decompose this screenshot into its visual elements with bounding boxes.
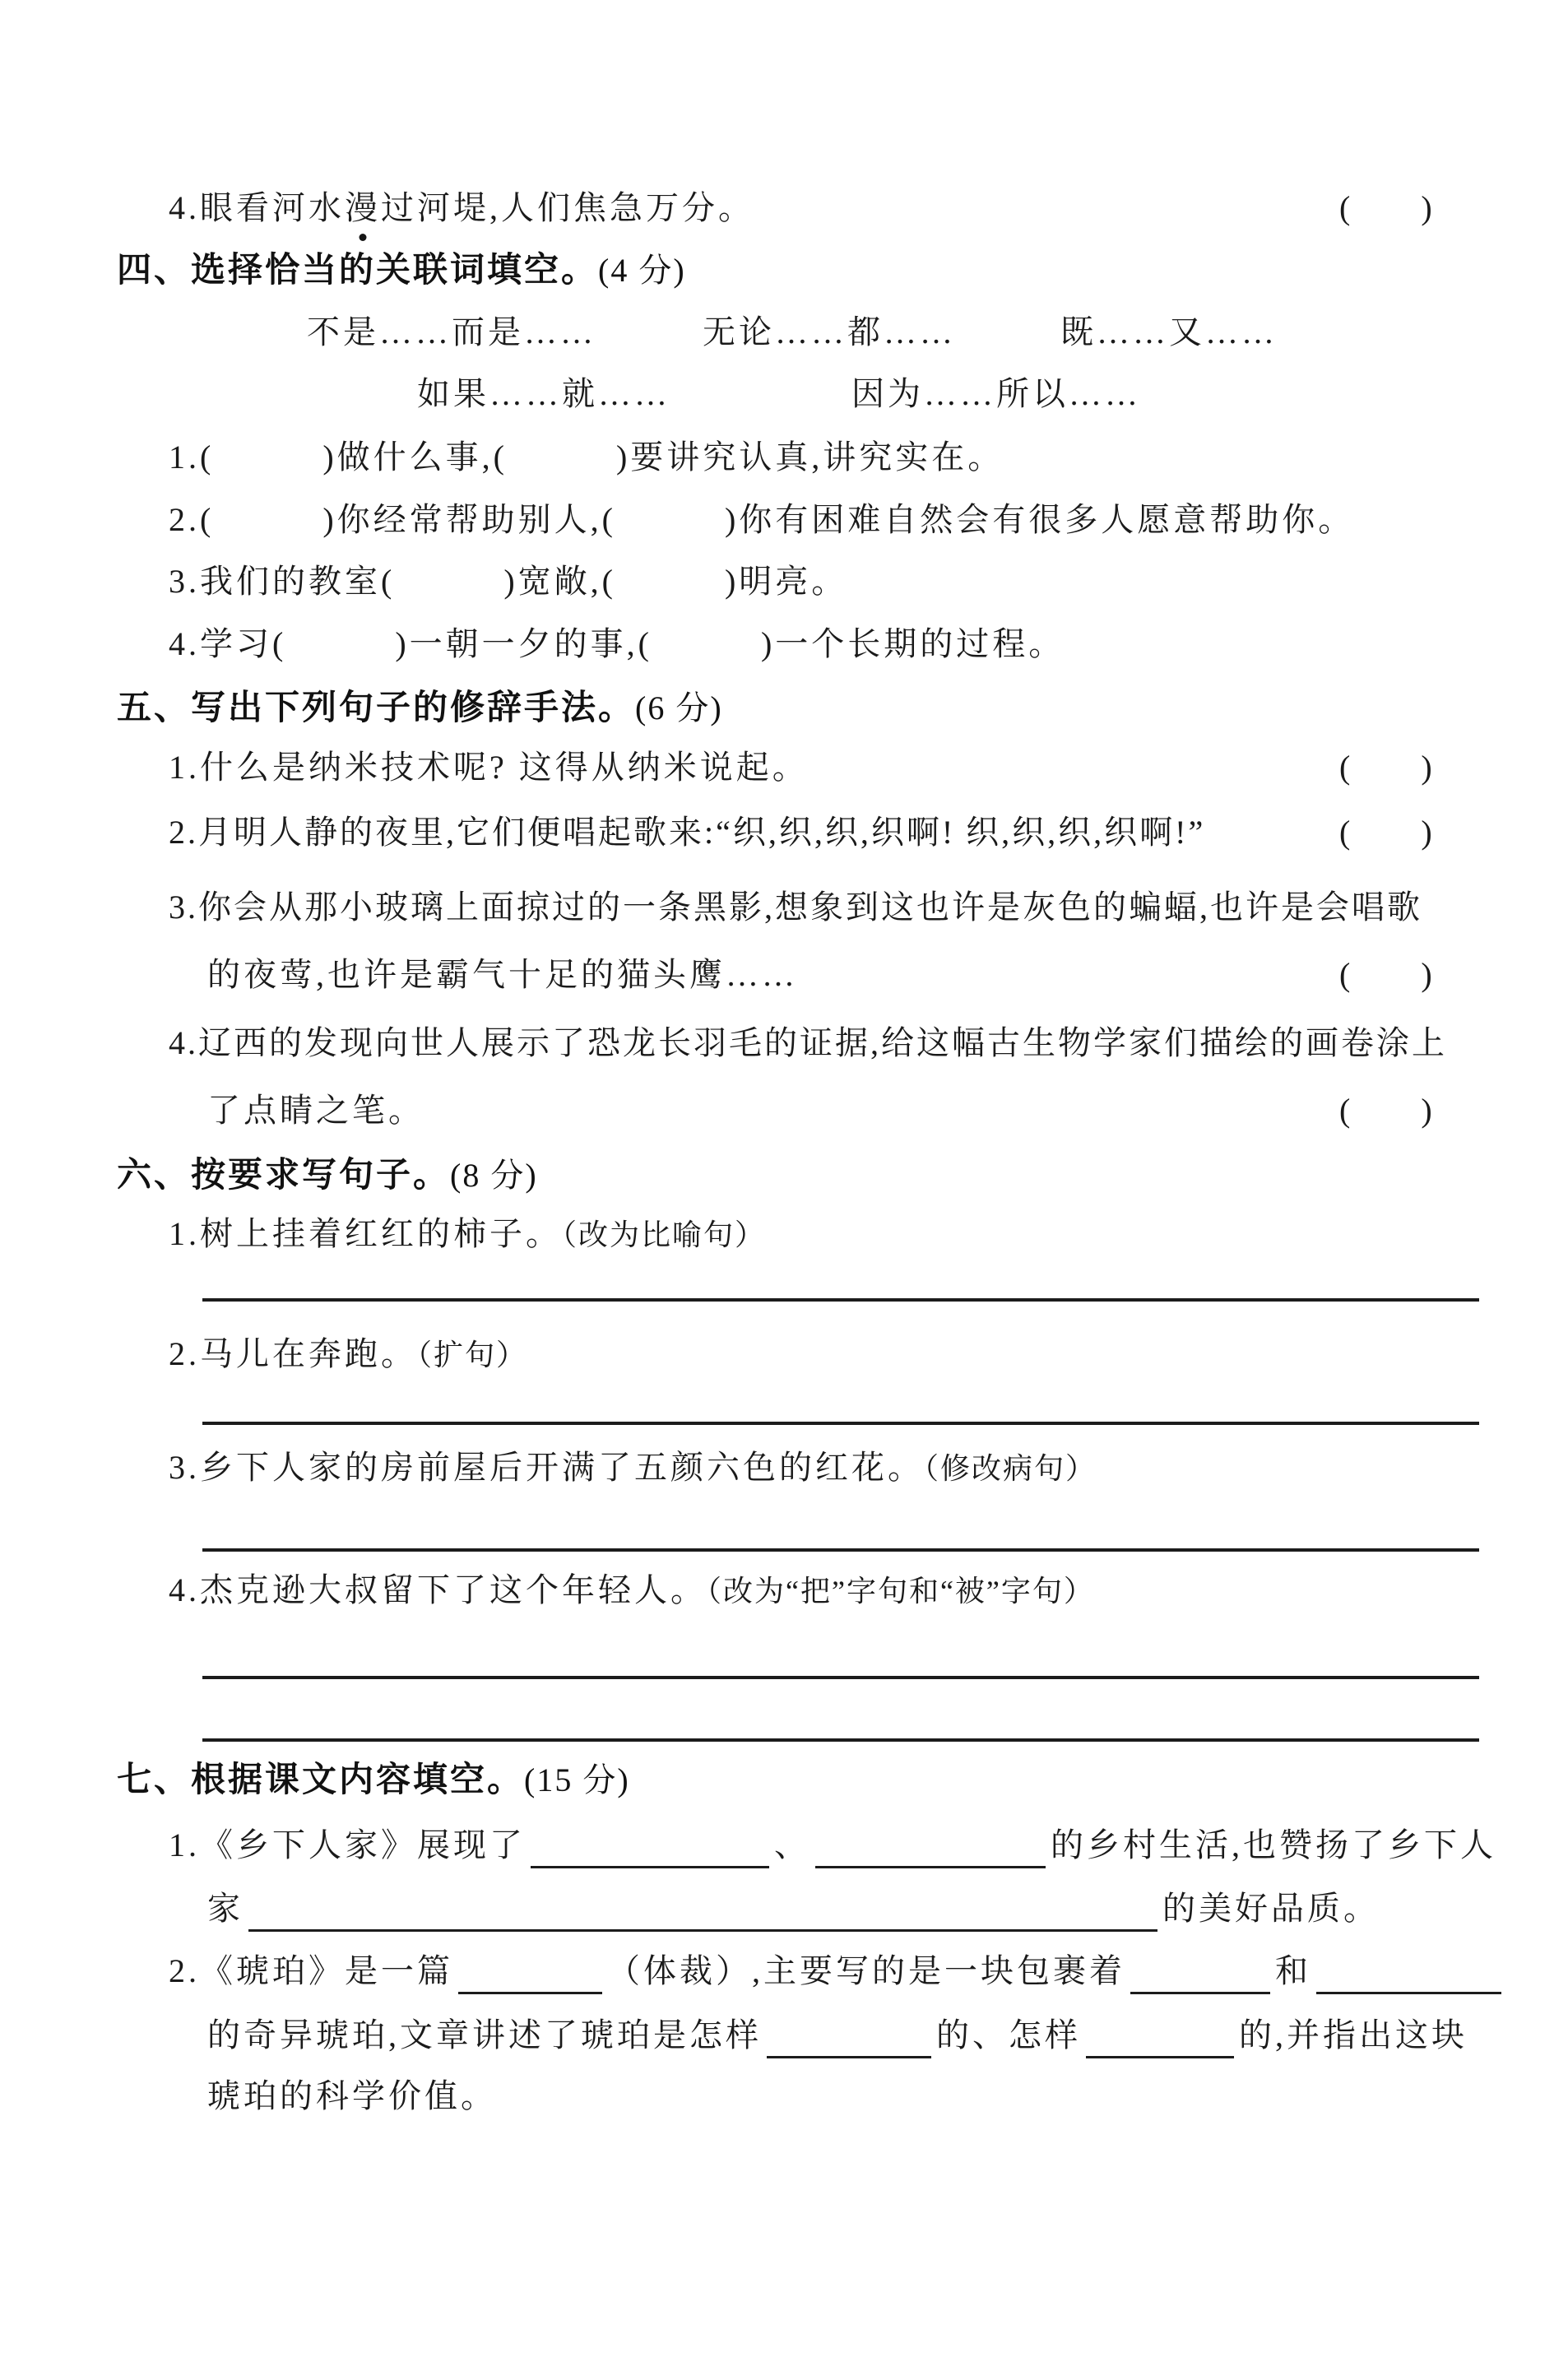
answer-bracket[interactable]: ( ) — [1339, 956, 1434, 993]
rewrite-instruction: （修改病句） — [924, 1452, 1097, 1485]
answer-line[interactable] — [202, 1738, 1479, 1742]
question-line: 2.月明人静的夜里,它们便唱起歌来:“织,织,织,织啊! 织,织,织,织啊!” — [169, 814, 1206, 851]
section-title: 七、根据课文内容填空。 — [117, 1760, 525, 1798]
answer-line[interactable] — [202, 1548, 1479, 1552]
question-line: 的奇异琥珀,文章讲述了琥珀是怎样 的、怎样 的,并指出这块 — [207, 2012, 1468, 2058]
word-bank-option: 不是……而是…… — [307, 313, 596, 350]
section-five-header — [117, 684, 723, 731]
section-four-header — [117, 247, 686, 294]
fill-blank[interactable] — [815, 1828, 1046, 1868]
fill-blank[interactable] — [1086, 2018, 1234, 2058]
question-line: 2.《琥珀》是一篇 （体裁）,主要写的是一块包裹着 和 — [169, 1948, 1506, 1994]
fill-blank[interactable] — [248, 1891, 1157, 1932]
question-line: 4.眼看河水漫过河堤,人们焦急万分。 — [169, 185, 754, 231]
question-line: 琥珀的科学价值。 — [207, 2077, 497, 2114]
rewrite-instruction: （改为“把”字句和“被”字句） — [707, 1575, 1095, 1608]
question-line: 1.《乡下人家》展现了 、 的乡村生活,也赞扬了乡下人 — [169, 1822, 1496, 1868]
section-score: (8 分) — [450, 1157, 538, 1194]
section-six-header — [117, 1152, 538, 1199]
answer-bracket[interactable]: ( ) — [1339, 814, 1434, 851]
fill-blank[interactable] — [458, 1954, 602, 1994]
section-title: 六、按要求写句子。 — [117, 1155, 451, 1194]
question-line: 4.辽西的发现向世人展示了恐龙长羽毛的证据,给这幅古生物学家们描绘的画卷涂上 — [169, 1024, 1447, 1061]
answer-bracket[interactable]: ( ) — [1339, 1092, 1434, 1129]
question-line: 1.树上挂着红红的柿子。（改为比喻句） — [169, 1215, 767, 1252]
question-line: 4.杰克逊大叔留下了这个年轻人。（改为“把”字句和“被”字句） — [169, 1571, 1095, 1608]
item-number: 4. — [169, 189, 200, 226]
rewrite-instruction: （扩句） — [417, 1339, 528, 1371]
word-bank-option: 既……又…… — [1060, 313, 1278, 350]
question-line[interactable]: 4.学习( )一朝一夕的事,( )一个长期的过程。 — [169, 625, 1065, 662]
section-score: (4 分) — [598, 252, 686, 289]
section-seven-header — [117, 1756, 630, 1803]
section-title: 四、选择恰当的关联词填空。 — [117, 250, 599, 289]
answer-bracket[interactable]: ( ) — [1339, 189, 1434, 226]
question-line: 的夜莺,也许是霸气十足的猫头鹰…… — [207, 956, 798, 993]
question-line: 家 的美好品质。 — [207, 1886, 1380, 1932]
question-line: 3.你会从那小玻璃上面掠过的一条黑影,想象到这也许是灰色的蝙蝠,也许是会唱歌 — [169, 889, 1422, 926]
question-line: 了点睛之笔。 — [207, 1092, 424, 1129]
answer-line[interactable] — [202, 1298, 1479, 1302]
section-score: (15 分) — [524, 1761, 630, 1798]
fill-blank[interactable] — [1130, 1954, 1270, 1994]
answer-bracket[interactable]: ( ) — [1339, 749, 1434, 786]
word-bank-option: 因为……所以…… — [851, 375, 1141, 412]
word-bank-option: 无论……都…… — [703, 313, 956, 350]
fill-blank[interactable] — [1316, 1954, 1501, 1994]
question-line: 1.什么是纳米技术呢? 这得从纳米说起。 — [169, 749, 809, 786]
answer-line[interactable] — [202, 1422, 1479, 1425]
word-bank-option: 如果……就…… — [417, 375, 670, 412]
section-title: 五、写出下列句子的修辞手法。 — [117, 688, 636, 726]
section-score: (6 分) — [635, 689, 723, 726]
question-line[interactable]: 3.我们的教室( )宽敞,( )明亮。 — [169, 563, 848, 600]
fill-blank[interactable] — [767, 2018, 931, 2058]
question-line: 3.乡下人家的房前屋后开满了五颜六色的红花。（修改病句） — [169, 1449, 1097, 1486]
fill-blank[interactable] — [531, 1828, 769, 1868]
emphasis-dotted-char: 漫 — [345, 185, 381, 231]
rewrite-instruction: （改为比喻句） — [562, 1218, 767, 1251]
question-line: 2.马儿在奔跑。（扩句） — [169, 1335, 528, 1372]
answer-line[interactable] — [202, 1676, 1479, 1679]
question-line[interactable]: 1.( )做什么事,( )要讲究认真,讲究实在。 — [169, 439, 1004, 476]
question-line[interactable]: 2.( )你经常帮助别人,( )你有困难自然会有很多人愿意帮助你。 — [169, 501, 1355, 538]
